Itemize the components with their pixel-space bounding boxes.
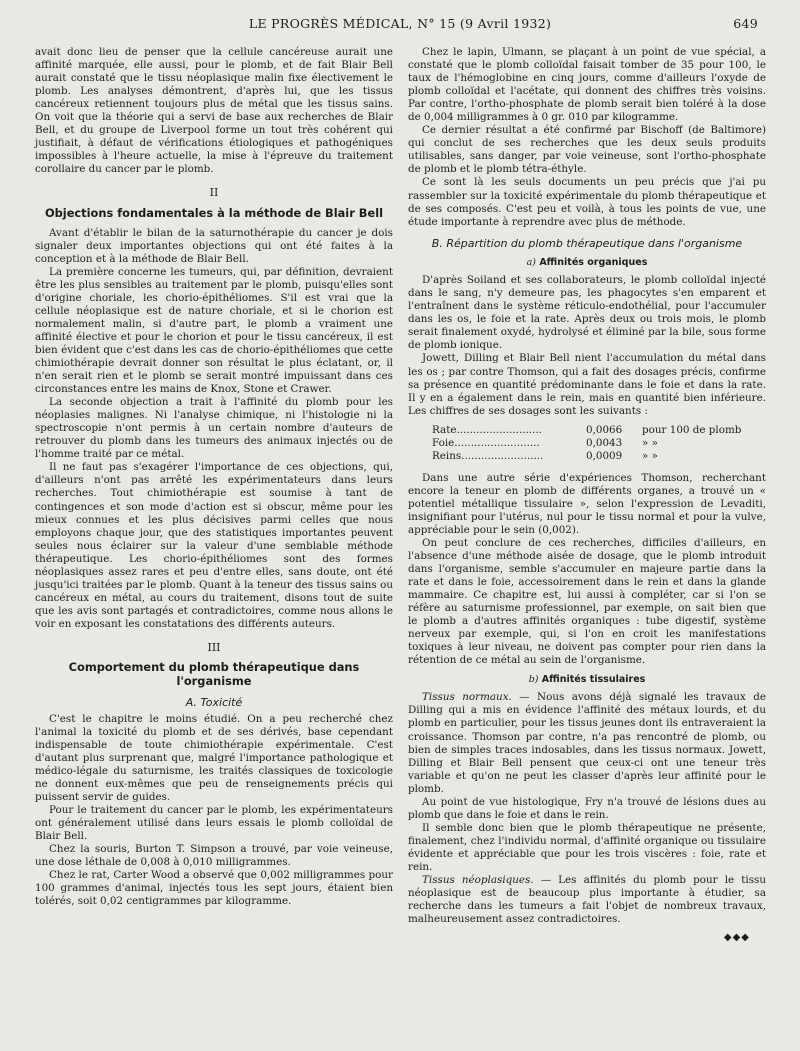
end-ornament: ◆◆◆ bbox=[723, 932, 750, 944]
paragraph-text: — Nous avons déjà signalé les travaux de Dilling qui a mis en évidence l'affinité des métaux lourds, et du plomb en particulier, pour les tissus jeunes dont ils entraveraient la croissance. Thomson par contre, n'a pas rencontré de plomb, ou bien de simples traces indosables, dans les tissus normaux. Jowett, Dilling et Blair Bell pensent que ceux-ci ont une teneur très variable et qu'on ne peut les classer d'après leur affinité pour le plomb. bbox=[408, 691, 766, 795]
running-title: LE PROGRÈS MÉDICAL, N° 15 (9 Avril 1932) bbox=[248, 16, 552, 31]
paragraph: Dans une autre série d'expériences Thomson, recherchant encore la teneur en plomb de différents organes, a trouvé un « potentiel métallique tissulaire », selon l'expression de Levaditi, insignifiant pour l'utérus, nul pour le tissu normal et pour la vulve, appréciable pour le sein (0,002). bbox=[408, 471, 766, 536]
unit: pour 100 de plomb bbox=[642, 423, 742, 436]
dosage-table bbox=[432, 424, 766, 464]
paragraph bbox=[408, 691, 766, 795]
lead-value: 0,0066 bbox=[586, 423, 623, 436]
organ-name: Reins......................... bbox=[432, 450, 544, 463]
paragraph: On peut conclure de ces recherches, difficiles d'ailleurs, en l'absence d'une méthode aisée de dosage, que le plomb introduit dans l'organisme, semble s'accumuler en majeure partie dans la rate et dans le foie, accessoirement dans le rein et dans la glande mammaire. Ce chapitre est, lui aussi à compléter, car si l'on se réfère au saturnisme professionnel, par exemple, on sait bien que le plomb a d'autres affinités organiques : tube digestif, système nerveux par exemple, qui, si l'on en croit les manifestations toxiques à leur niveau, ne doivent pas compter pour rien dans la rétention de ce métal au sein de l'organisme. bbox=[408, 536, 766, 667]
paragraph: Au point de vue histologique, Fry n'a trouvé de lésions dues au plomb que dans le foie et dans le rein. bbox=[408, 795, 766, 821]
right-column bbox=[408, 46, 766, 944]
section-number: II bbox=[209, 186, 219, 200]
dosage-row bbox=[432, 450, 766, 463]
left-column bbox=[35, 46, 393, 908]
section-number: III bbox=[207, 640, 221, 654]
section-heading: Objections fondamentales à la méthode de Blair Bell bbox=[44, 205, 384, 220]
subsection-heading: B. Répartition du plomb thérapeutique dans l'organisme bbox=[431, 236, 743, 250]
minor-heading-text: Affinités tissulaires bbox=[541, 674, 646, 686]
run-in-heading: Tissus normaux. bbox=[422, 691, 512, 704]
paragraph bbox=[408, 874, 766, 926]
minor-heading-letter: b) bbox=[528, 674, 539, 686]
lead-value: 0,0009 bbox=[586, 450, 623, 463]
paragraph: Avant d'établir le bilan de la saturnothérapie du cancer je dois signaler deux importantes objections qui ont été faites à la conception et à la méthode de Blair Bell. bbox=[35, 226, 393, 265]
section-heading: Comportement du plomb thérapeutique dans l'organisme bbox=[68, 660, 360, 689]
run-in-heading: Tissus néoplasiques. bbox=[422, 874, 534, 887]
unit: » » bbox=[642, 437, 658, 450]
unit: » » bbox=[642, 450, 658, 463]
paragraph: C'est le chapitre le moins étudié. On a peu recherché chez l'animal la toxicité du plomb et de ses dérivés, base cependant indispensable de toute chimiothérapie expérimentale. C'est d'autant plus surprenant que, malgré l'importance pathologique et médico-légale du saturnisme, les traités classiques de toxicologie ne donnent eux-mêmes que peu de renseignements précis qui puissent servir de guides. bbox=[35, 712, 393, 803]
dosage-row bbox=[432, 437, 766, 450]
minor-heading bbox=[408, 256, 766, 269]
paragraph: Il semble donc bien que le plomb thérapeutique ne présente, finalement, chez l'individu normal, d'affinité organique ou tissulaire évidente et appréciable que pour les trois viscères : foie, rate et rein. bbox=[408, 821, 766, 873]
page-header bbox=[40, 16, 760, 36]
dosage-row bbox=[432, 424, 766, 437]
minor-heading-letter: a) bbox=[526, 257, 537, 269]
paragraph: Pour le traitement du cancer par le plomb, les expérimentateurs ont généralement utilisé dans leurs essais le plomb colloïdal de Blair Bell. bbox=[35, 803, 393, 842]
paragraph: Ce sont là les seuls documents un peu précis que j'ai pu rassembler sur la toxicité expérimentale du plomb thérapeutique et de ses composés. C'est peu et voilà, à tous les points de vue, une étude importante à reprendre avec plus de méthode. bbox=[408, 176, 766, 228]
lead-value: 0,0043 bbox=[586, 437, 623, 450]
paragraph-text: — Les affinités du plomb pour le tissu néoplasique est de beaucoup plus importante à étudier, sa recherche dans les tumeurs a fait l'objet de nombreux travaux, malheureusement assez contradictoires. bbox=[408, 874, 766, 926]
page-number: 649 bbox=[733, 16, 758, 31]
minor-heading-text: Affinités organiques bbox=[539, 257, 648, 269]
organ-name: Foie.......................... bbox=[432, 437, 540, 450]
paragraph: D'après Soiland et ses collaborateurs, le plomb colloïdal injecté dans le sang, n'y demeure pas, les phagocytes s'en emparent et l'entraînent dans le système réticulo-endothélial, pour l'accumuler dans les os, le foie et la rate. Après deux ou trois mois, le plomb serait finalement oxydé, hydrolysé et éliminé par la bile, sous forme de plomb ionique. bbox=[408, 274, 766, 352]
paragraph: Il ne faut pas s'exagérer l'importance de ces objections, qui, d'ailleurs n'ont pas arrêté les expérimentateurs dans leurs recherches. Tout chimiothérapie est soumise à tant de contingences et son mode d'action est si obscur, même pour les mieux connues et les plus décisives parmi celles que nous employons chaque jour, que des statistiques importantes peuvent seules nous éclairer sur la valeur d'une semblable méthode thérapeutique. Les chorio-épithéliomes sont des formes néoplasiques assez rares et peu d'entre elles, sans doute, ont été jusqu'ici traitées par le plomb. Quant à la teneur des tissus sains ou cancéreux en métal, au cours du traitement, disons tout de suite que les avis sont partagés et contradictoires, comme nous allons le voir en exposant les constatations des différents auteurs. bbox=[35, 461, 393, 630]
paragraph: La seconde objection a trait à l'affinité du plomb pour les néoplasies malignes. Ni l'analyse chimique, ni l'histologie ni la spectroscopie n'ont permis à un certain nombre d'auteurs de retrouver du plomb dans les tumeurs des animaux injectés ou de l'homme traité par ce métal. bbox=[35, 396, 393, 461]
paragraph: Ce dernier résultat a été confirmé par Bischoff (de Baltimore) qui conclut de ses recherches que les deux seuls produits utilisables, sans danger, par voie veineuse, sont l'ortho-phosphate de plomb et le plomb tétra-éthyle. bbox=[408, 124, 766, 176]
paragraph: La première concerne les tumeurs, qui, par définition, devraient être les plus sensibles au traitement par le plomb, puisqu'elles sont d'origine choriale, les chorio-épithéliomes. S'il est vrai que la cellule néoplasique est de nature choriale, et si le chorion est normalement malin, si d'autre part, le plomb a vraiment une affinité élective et pour le chorion et pour le tissu cancéreux, il est bien évident que c'est dans les cas de chorio-épithéliomes que cette chimiothérapie devrait donner son résultat le plus éclatant, or, il n'en serait rien et le plomb se serait montré impuissant dans ces circonstances entre les mains de Knox, Stone et Crawer. bbox=[35, 265, 393, 396]
paragraph: avait donc lieu de penser que la cellule cancéreuse aurait une affinité marquée, elle aussi, pour le plomb, et de fait Blair Bell aurait constaté que le tissu néoplasique malin fixe électivement le plomb. Les analyses démontrent, d'après lui, que les tissus cancéreux retiennent toujours plus de métal que les tissus sains. On voit que la théorie qui a servi de base aux recherches de Blair Bell, et du groupe de Liverpool forme un tout très cohérent qui justifiait, à défaut de vérifications étiologiques et pathogéniques impossibles à l'heure actuelle, la mise à l'épreuve du traitement corollaire du cancer par le plomb. bbox=[35, 46, 393, 176]
paragraph: Chez le lapin, Ulmann, se plaçant à un point de vue spécial, a constaté que le plomb colloïdal faisait tomber de 35 pour 100, le taux de l'hémoglobine en cinq jours, comme d'ailleurs l'oxyde de plomb colloïdal et l'acétate, qui donnent des chiffres très voisins. Par contre, l'ortho-phosphate de plomb serait bien toléré à la dose de 0,004 milligrammes à 0 gr. 010 par kilogramme. bbox=[408, 46, 766, 124]
paragraph: Jowett, Dilling et Blair Bell nient l'accumulation du métal dans les os ; par contre Thomson, qui a fait des dosages précis, confirme sa présence en quantité prédominante dans le foie et dans la rate. Il y en a également dans le rein, mais en quantité bien inférieure. Les chiffres de ses dosages sont les suivants : bbox=[408, 352, 766, 417]
paragraph: Chez la souris, Burton T. Simpson a trouvé, par voie veineuse, une dose léthale de 0,008 à 0,010 milligrammes. bbox=[35, 842, 393, 869]
minor-heading bbox=[408, 673, 766, 686]
subsection-heading: A. Toxicité bbox=[185, 696, 243, 710]
organ-name: Rate.......................... bbox=[432, 423, 542, 436]
paragraph: Chez le rat, Carter Wood a observé que 0,002 milligrammes pour 100 grammes d'animal, injectés tous les sept jours, étaient bien tolérés, soit 0,02 centigrammes par kilogramme. bbox=[35, 869, 393, 908]
